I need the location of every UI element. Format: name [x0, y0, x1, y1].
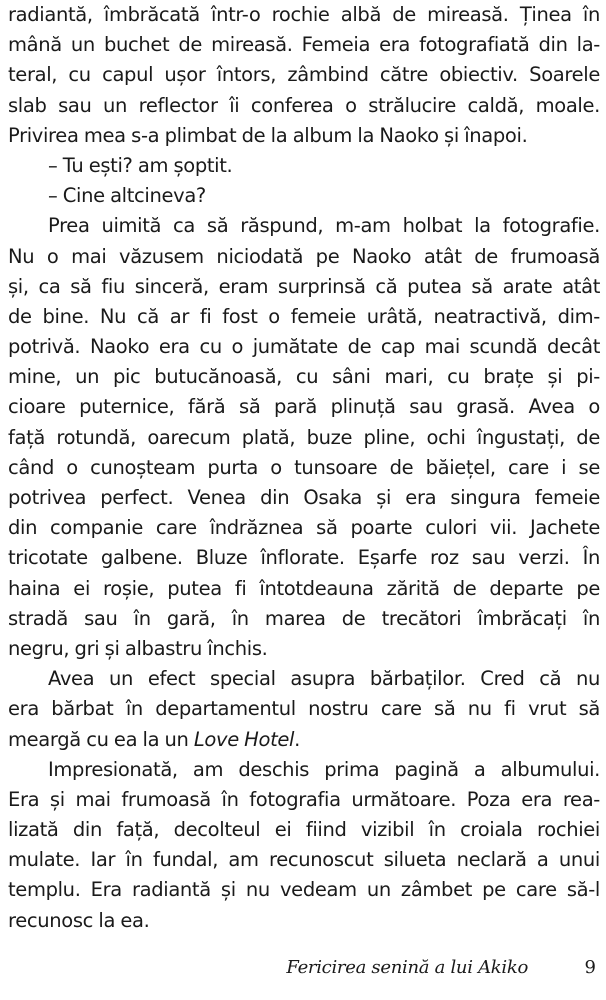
- text-line: Privirea mea s-a plimbat de la album la Naoko și înapoi.: [8, 123, 528, 147]
- text-line: haina ei roșie, putea fi întotdeauna zărită de departe pe: [8, 576, 600, 600]
- text-line: radiantă, îmbrăcată într-o rochie albă de mireasă. Ținea în: [8, 3, 600, 26]
- text-line: de bine. Nu că ar fi fost o femeie urâtă, neatractivă, dim-: [8, 304, 600, 328]
- text-line: cioare puternice, fără să pară plinuță sau grasă. Avea o: [8, 395, 600, 419]
- text-line: mine, un pic butucănoasă, cu sâni mari, cu brațe și pi-: [8, 365, 600, 389]
- text-line: față rotundă, oarecum plată, buze pline, ochi îngustați, de: [8, 425, 600, 449]
- text-line: potrivă. Naoko era cu o jumătate de cap mai scundă decât: [8, 335, 600, 359]
- page-body: [8, 0, 600, 936]
- text-line: mână un buchet de mireasă. Femeia era fotografiată din la-: [8, 33, 600, 57]
- text-line: lizată din față, decolteul ei fiind vizibil în croiala rochiei: [8, 818, 600, 842]
- page-footer: [0, 957, 606, 987]
- text-line: stradă sau în gară, în marea de trecători îmbrăcați în: [8, 606, 600, 630]
- text-line: slab sau un reflector îi conferea o strălucire caldă, moale.: [8, 93, 600, 117]
- text-line: tricotate galbene. Bluze înflorate. Eșarfe roz sau verzi. În: [8, 546, 600, 570]
- running-title: Fericirea senină a lui Akiko: [286, 957, 528, 978]
- text-line: mulate. Iar în fundal, am recunoscut silueta neclară a unui: [8, 848, 600, 872]
- page-number: 9: [584, 957, 596, 978]
- dialogue-line: – Cine altcineva?: [48, 184, 206, 208]
- text-line: Nu o mai văzusem niciodată pe Naoko atât de frumoasă: [8, 244, 600, 268]
- text-line: și, ca să fiu sinceră, eram surprinsă că putea să arate atât: [8, 274, 600, 298]
- paragraph-start: Prea uimită ca să răspund, m-am holbat la fotografie.: [48, 214, 600, 238]
- text-line: potrivea perfect. Venea din Osaka și era singura femeie: [8, 486, 600, 509]
- text-line: negru, gri și albastru închis.: [8, 636, 268, 660]
- paragraph-start: Impresionată, am deschis prima pagină a albumului.: [48, 757, 600, 781]
- dialogue-line: – Tu ești? am șoptit.: [48, 153, 233, 177]
- text-line-with-italic: [8, 725, 600, 755]
- text-line: Era și mai frumoasă în fotografia următoare. Poza era rea-: [8, 787, 600, 811]
- text-line: teral, cu capul ușor întors, zâmbind către obiectiv. Soarele: [8, 63, 600, 87]
- text-line: era bărbat în departamentul nostru care să nu fi vrut să: [8, 697, 600, 721]
- text-span: .: [294, 727, 300, 751]
- text-line: templu. Era radiantă și nu vedeam un zâmbet pe care să-l: [8, 878, 600, 902]
- italic-phrase: Love Hotel: [193, 727, 295, 751]
- text-line: recunosc la ea.: [8, 908, 150, 932]
- text-line: când o cunoșteam purta o tunsoare de băiețel, care i se: [8, 455, 600, 479]
- text-span: meargă cu ea la un: [8, 727, 194, 751]
- text-line: din companie care îndrăznea să poarte culori vii. Jachete: [8, 516, 600, 540]
- paragraph-start: Avea un efect special asupra bărbaților. Cred că nu: [48, 667, 600, 691]
